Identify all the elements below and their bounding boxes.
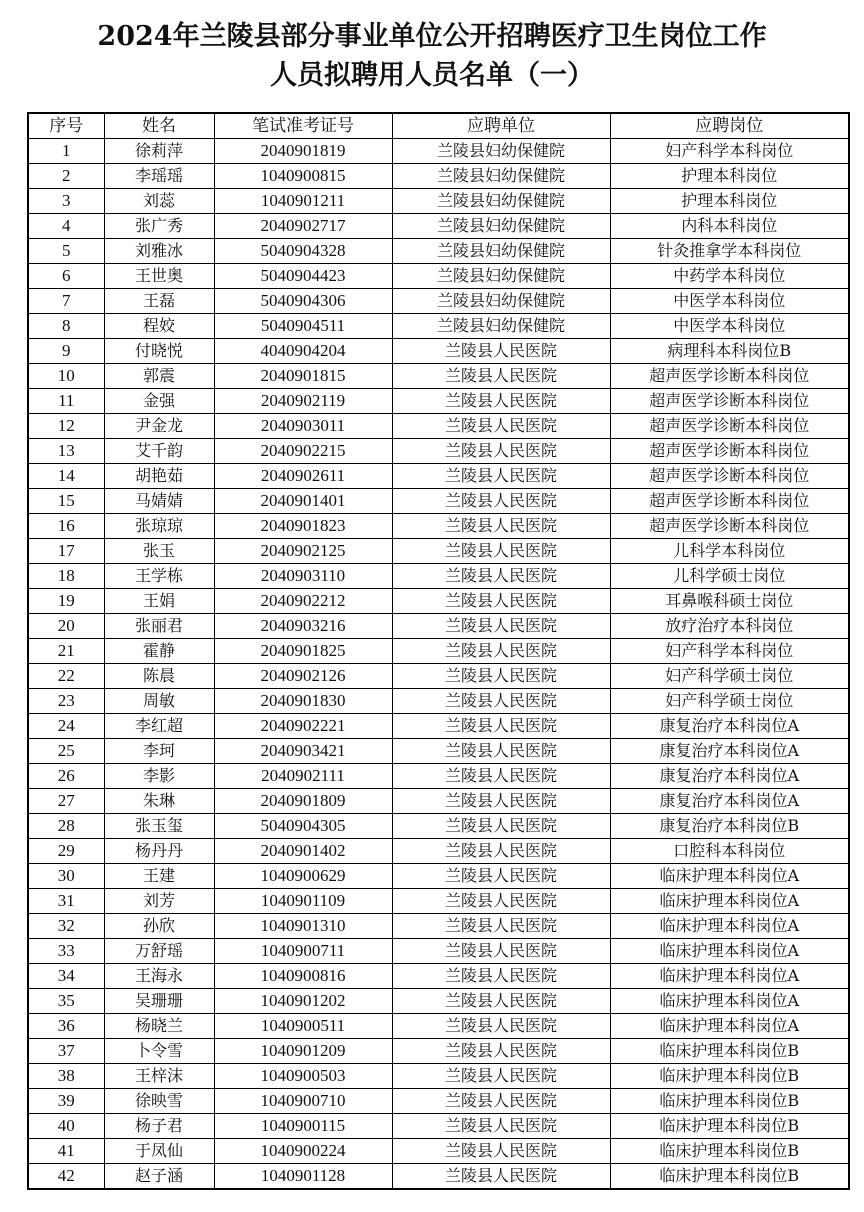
cell-position: 妇产科学硕士岗位 — [610, 664, 849, 689]
cell-exam-number: 2040902119 — [214, 389, 392, 414]
cell-exam-number: 5040904328 — [214, 239, 392, 264]
cell-position: 临床护理本科岗位A — [610, 939, 849, 964]
cell-index: 2 — [28, 164, 104, 189]
cell-unit: 兰陵县妇幼保健院 — [392, 264, 610, 289]
table-row — [28, 214, 849, 239]
cell-name: 陈晨 — [104, 664, 214, 689]
cell-unit: 兰陵县人民医院 — [392, 489, 610, 514]
cell-name: 王娟 — [104, 589, 214, 614]
cell-unit: 兰陵县人民医院 — [392, 839, 610, 864]
cell-position: 中药学本科岗位 — [610, 264, 849, 289]
cell-index: 27 — [28, 789, 104, 814]
cell-index: 12 — [28, 414, 104, 439]
cell-unit: 兰陵县人民医院 — [392, 664, 610, 689]
cell-index: 4 — [28, 214, 104, 239]
cell-exam-number: 1040900503 — [214, 1064, 392, 1089]
cell-exam-number: 2040903216 — [214, 614, 392, 639]
cell-position: 口腔科本科岗位 — [610, 839, 849, 864]
cell-exam-number: 5040904423 — [214, 264, 392, 289]
cell-index: 3 — [28, 189, 104, 214]
cell-position: 超声医学诊断本科岗位 — [610, 489, 849, 514]
cell-name: 张琼琼 — [104, 514, 214, 539]
table-row — [28, 889, 849, 914]
table-row — [28, 939, 849, 964]
cell-exam-number: 1040900115 — [214, 1114, 392, 1139]
cell-unit: 兰陵县妇幼保健院 — [392, 139, 610, 164]
cell-exam-number: 2040901830 — [214, 689, 392, 714]
cell-unit: 兰陵县人民医院 — [392, 1139, 610, 1164]
cell-index: 28 — [28, 814, 104, 839]
cell-unit: 兰陵县人民医院 — [392, 1164, 610, 1190]
cell-exam-number: 1040900629 — [214, 864, 392, 889]
cell-index: 8 — [28, 314, 104, 339]
cell-name: 张玉 — [104, 539, 214, 564]
cell-position: 妇产科学硕士岗位 — [610, 689, 849, 714]
cell-position: 超声医学诊断本科岗位 — [610, 439, 849, 464]
cell-name: 周敏 — [104, 689, 214, 714]
cell-name: 王世奥 — [104, 264, 214, 289]
cell-position: 临床护理本科岗位A — [610, 989, 849, 1014]
cell-unit: 兰陵县人民医院 — [392, 389, 610, 414]
cell-index: 1 — [28, 139, 104, 164]
cell-index: 38 — [28, 1064, 104, 1089]
cell-unit: 兰陵县人民医院 — [392, 689, 610, 714]
cell-exam-number: 2040902212 — [214, 589, 392, 614]
header-unit: 应聘单位 — [392, 113, 610, 139]
cell-index: 25 — [28, 739, 104, 764]
page-title-line-1: 2024年兰陵县部分事业单位公开招聘医疗卫生岗位工作 — [97, 21, 767, 52]
cell-index: 39 — [28, 1089, 104, 1114]
cell-name: 霍静 — [104, 639, 214, 664]
cell-unit: 兰陵县人民医院 — [392, 889, 610, 914]
cell-exam-number: 5040904511 — [214, 314, 392, 339]
cell-position: 临床护理本科岗位A — [610, 889, 849, 914]
table-row — [28, 864, 849, 889]
cell-exam-number: 2040902111 — [214, 764, 392, 789]
table-row — [28, 764, 849, 789]
cell-exam-number: 5040904305 — [214, 814, 392, 839]
cell-position: 临床护理本科岗位A — [610, 964, 849, 989]
cell-exam-number: 2040901402 — [214, 839, 392, 864]
table-row — [28, 514, 849, 539]
cell-unit: 兰陵县人民医院 — [392, 614, 610, 639]
table-row — [28, 964, 849, 989]
cell-name: 尹金龙 — [104, 414, 214, 439]
cell-index: 5 — [28, 239, 104, 264]
table-row — [28, 664, 849, 689]
table-row — [28, 164, 849, 189]
cell-position: 康复治疗本科岗位A — [610, 789, 849, 814]
cell-name: 吴珊珊 — [104, 989, 214, 1014]
table-row — [28, 1039, 849, 1064]
table-row — [28, 614, 849, 639]
cell-unit: 兰陵县妇幼保健院 — [392, 289, 610, 314]
cell-position: 康复治疗本科岗位B — [610, 814, 849, 839]
page-title-line-2: 人员拟聘用人员名单（一） — [270, 60, 594, 91]
cell-name: 卜令雪 — [104, 1039, 214, 1064]
table-row — [28, 1089, 849, 1114]
cell-unit: 兰陵县人民医院 — [392, 964, 610, 989]
cell-name: 杨丹丹 — [104, 839, 214, 864]
cell-exam-number: 1040900816 — [214, 964, 392, 989]
header-index: 序号 — [28, 113, 104, 139]
cell-index: 33 — [28, 939, 104, 964]
header-exam-number: 笔试准考证号 — [214, 113, 392, 139]
cell-exam-number: 2040903110 — [214, 564, 392, 589]
table-row — [28, 414, 849, 439]
cell-name: 杨子君 — [104, 1114, 214, 1139]
cell-exam-number: 2040902125 — [214, 539, 392, 564]
table-row — [28, 814, 849, 839]
cell-exam-number: 1040900511 — [214, 1014, 392, 1039]
table-row — [28, 639, 849, 664]
cell-name: 马婧婧 — [104, 489, 214, 514]
table-row — [28, 139, 849, 164]
cell-unit: 兰陵县人民医院 — [392, 1089, 610, 1114]
table-row — [28, 539, 849, 564]
cell-unit: 兰陵县人民医院 — [392, 539, 610, 564]
table-row — [28, 1014, 849, 1039]
cell-position: 针灸推拿学本科岗位 — [610, 239, 849, 264]
cell-name: 杨晓兰 — [104, 1014, 214, 1039]
cell-name: 郭震 — [104, 364, 214, 389]
cell-unit: 兰陵县人民医院 — [392, 939, 610, 964]
cell-position: 超声医学诊断本科岗位 — [610, 514, 849, 539]
cell-name: 刘雅冰 — [104, 239, 214, 264]
cell-index: 22 — [28, 664, 104, 689]
cell-unit: 兰陵县人民医院 — [392, 639, 610, 664]
cell-position: 超声医学诊断本科岗位 — [610, 464, 849, 489]
cell-position: 临床护理本科岗位B — [610, 1114, 849, 1139]
cell-name: 艾千韵 — [104, 439, 214, 464]
cell-unit: 兰陵县妇幼保健院 — [392, 214, 610, 239]
cell-index: 19 — [28, 589, 104, 614]
cell-unit: 兰陵县人民医院 — [392, 1064, 610, 1089]
table-row — [28, 714, 849, 739]
cell-name: 胡艳茹 — [104, 464, 214, 489]
cell-unit: 兰陵县人民医院 — [392, 1014, 610, 1039]
cell-position: 儿科学本科岗位 — [610, 539, 849, 564]
cell-index: 10 — [28, 364, 104, 389]
cell-index: 42 — [28, 1164, 104, 1190]
cell-name: 程姣 — [104, 314, 214, 339]
table-row — [28, 1139, 849, 1164]
cell-exam-number: 2040901809 — [214, 789, 392, 814]
cell-position: 中医学本科岗位 — [610, 314, 849, 339]
cell-unit: 兰陵县人民医院 — [392, 864, 610, 889]
cell-index: 13 — [28, 439, 104, 464]
table-header-row — [28, 113, 849, 139]
cell-index: 29 — [28, 839, 104, 864]
cell-unit: 兰陵县妇幼保健院 — [392, 189, 610, 214]
cell-index: 32 — [28, 914, 104, 939]
cell-index: 26 — [28, 764, 104, 789]
cell-exam-number: 1040901209 — [214, 1039, 392, 1064]
cell-unit: 兰陵县人民医院 — [392, 1114, 610, 1139]
table-row — [28, 989, 849, 1014]
cell-index: 34 — [28, 964, 104, 989]
cell-index: 23 — [28, 689, 104, 714]
cell-position: 超声医学诊断本科岗位 — [610, 364, 849, 389]
cell-unit: 兰陵县人民医院 — [392, 364, 610, 389]
header-name: 姓名 — [104, 113, 214, 139]
cell-exam-number: 2040902221 — [214, 714, 392, 739]
cell-name: 李瑶瑶 — [104, 164, 214, 189]
table-row — [28, 739, 849, 764]
table-row — [28, 364, 849, 389]
cell-position: 妇产科学本科岗位 — [610, 139, 849, 164]
table-row — [28, 339, 849, 364]
table-row — [28, 439, 849, 464]
cell-position: 临床护理本科岗位A — [610, 914, 849, 939]
cell-unit: 兰陵县妇幼保健院 — [392, 314, 610, 339]
cell-exam-number: 2040901815 — [214, 364, 392, 389]
cell-exam-number: 2040902717 — [214, 214, 392, 239]
cell-index: 21 — [28, 639, 104, 664]
cell-name: 李影 — [104, 764, 214, 789]
cell-exam-number: 2040903421 — [214, 739, 392, 764]
cell-name: 王学栋 — [104, 564, 214, 589]
cell-unit: 兰陵县人民医院 — [392, 464, 610, 489]
cell-position: 康复治疗本科岗位A — [610, 714, 849, 739]
cell-position: 中医学本科岗位 — [610, 289, 849, 314]
cell-exam-number: 2040901823 — [214, 514, 392, 539]
cell-name: 李珂 — [104, 739, 214, 764]
cell-exam-number: 2040902126 — [214, 664, 392, 689]
table-row — [28, 489, 849, 514]
cell-exam-number: 1040900815 — [214, 164, 392, 189]
cell-name: 赵子涵 — [104, 1164, 214, 1190]
cell-index: 41 — [28, 1139, 104, 1164]
cell-unit: 兰陵县妇幼保健院 — [392, 164, 610, 189]
table-row — [28, 689, 849, 714]
cell-unit: 兰陵县人民医院 — [392, 414, 610, 439]
cell-index: 11 — [28, 389, 104, 414]
cell-index: 14 — [28, 464, 104, 489]
cell-index: 20 — [28, 614, 104, 639]
table-row — [28, 1114, 849, 1139]
table-row — [28, 289, 849, 314]
cell-name: 王梓沫 — [104, 1064, 214, 1089]
table-row — [28, 189, 849, 214]
cell-index: 37 — [28, 1039, 104, 1064]
cell-exam-number: 2040902611 — [214, 464, 392, 489]
cell-exam-number: 2040903011 — [214, 414, 392, 439]
cell-position: 耳鼻喉科硕士岗位 — [610, 589, 849, 614]
cell-position: 临床护理本科岗位B — [610, 1139, 849, 1164]
cell-position: 超声医学诊断本科岗位 — [610, 414, 849, 439]
cell-exam-number: 2040901825 — [214, 639, 392, 664]
cell-exam-number: 1040901310 — [214, 914, 392, 939]
table-row — [28, 589, 849, 614]
cell-unit: 兰陵县人民医院 — [392, 989, 610, 1014]
cell-name: 徐莉萍 — [104, 139, 214, 164]
cell-unit: 兰陵县人民医院 — [392, 514, 610, 539]
cell-name: 张玉玺 — [104, 814, 214, 839]
cell-index: 30 — [28, 864, 104, 889]
cell-index: 7 — [28, 289, 104, 314]
cell-index: 9 — [28, 339, 104, 364]
table-row — [28, 264, 849, 289]
cell-name: 金强 — [104, 389, 214, 414]
cell-exam-number: 1040901109 — [214, 889, 392, 914]
table-row — [28, 239, 849, 264]
cell-unit: 兰陵县人民医院 — [392, 789, 610, 814]
cell-index: 40 — [28, 1114, 104, 1139]
cell-unit: 兰陵县人民医院 — [392, 764, 610, 789]
cell-exam-number: 2040902215 — [214, 439, 392, 464]
cell-exam-number: 1040900224 — [214, 1139, 392, 1164]
cell-index: 16 — [28, 514, 104, 539]
cell-unit: 兰陵县人民医院 — [392, 564, 610, 589]
cell-exam-number: 2040901401 — [214, 489, 392, 514]
cell-position: 康复治疗本科岗位A — [610, 764, 849, 789]
cell-name: 李红超 — [104, 714, 214, 739]
cell-unit: 兰陵县妇幼保健院 — [392, 239, 610, 264]
table-row — [28, 314, 849, 339]
cell-index: 31 — [28, 889, 104, 914]
cell-name: 刘芳 — [104, 889, 214, 914]
cell-index: 35 — [28, 989, 104, 1014]
cell-unit: 兰陵县人民医院 — [392, 339, 610, 364]
cell-name: 王磊 — [104, 289, 214, 314]
cell-position: 临床护理本科岗位B — [610, 1089, 849, 1114]
table-row — [28, 914, 849, 939]
cell-exam-number: 1040900710 — [214, 1089, 392, 1114]
cell-index: 17 — [28, 539, 104, 564]
cell-position: 临床护理本科岗位A — [610, 864, 849, 889]
table-row — [28, 839, 849, 864]
cell-name: 刘蕊 — [104, 189, 214, 214]
cell-unit: 兰陵县人民医院 — [392, 714, 610, 739]
table-body — [28, 139, 849, 1190]
cell-position: 康复治疗本科岗位A — [610, 739, 849, 764]
cell-position: 超声医学诊断本科岗位 — [610, 389, 849, 414]
cell-position: 临床护理本科岗位B — [610, 1039, 849, 1064]
cell-position: 临床护理本科岗位B — [610, 1064, 849, 1089]
cell-name: 张广秀 — [104, 214, 214, 239]
cell-index: 6 — [28, 264, 104, 289]
cell-exam-number: 1040900711 — [214, 939, 392, 964]
header-position: 应聘岗位 — [610, 113, 849, 139]
cell-exam-number: 1040901211 — [214, 189, 392, 214]
cell-index: 36 — [28, 1014, 104, 1039]
cell-unit: 兰陵县人民医院 — [392, 1039, 610, 1064]
cell-position: 儿科学硕士岗位 — [610, 564, 849, 589]
cell-index: 15 — [28, 489, 104, 514]
cell-unit: 兰陵县人民医院 — [392, 914, 610, 939]
cell-index: 24 — [28, 714, 104, 739]
hiring-table — [27, 112, 850, 1190]
cell-exam-number: 2040901819 — [214, 139, 392, 164]
cell-position: 妇产科学本科岗位 — [610, 639, 849, 664]
cell-position: 护理本科岗位 — [610, 189, 849, 214]
cell-exam-number: 1040901202 — [214, 989, 392, 1014]
cell-name: 王海永 — [104, 964, 214, 989]
cell-unit: 兰陵县人民医院 — [392, 589, 610, 614]
cell-unit: 兰陵县人民医院 — [392, 814, 610, 839]
cell-name: 于凤仙 — [104, 1139, 214, 1164]
cell-unit: 兰陵县人民医院 — [392, 739, 610, 764]
cell-position: 放疗治疗本科岗位 — [610, 614, 849, 639]
cell-position: 护理本科岗位 — [610, 164, 849, 189]
table-row — [28, 789, 849, 814]
cell-name: 万舒瑶 — [104, 939, 214, 964]
cell-name: 徐映雪 — [104, 1089, 214, 1114]
cell-exam-number: 1040901128 — [214, 1164, 392, 1190]
cell-position: 病理科本科岗位B — [610, 339, 849, 364]
cell-name: 王建 — [104, 864, 214, 889]
cell-index: 18 — [28, 564, 104, 589]
cell-name: 朱琳 — [104, 789, 214, 814]
cell-name: 张丽君 — [104, 614, 214, 639]
cell-name: 孙欣 — [104, 914, 214, 939]
cell-position: 内科本科岗位 — [610, 214, 849, 239]
cell-name: 付晓悦 — [104, 339, 214, 364]
table-row — [28, 1164, 849, 1190]
table-row — [28, 464, 849, 489]
table-row — [28, 1064, 849, 1089]
cell-exam-number: 4040904204 — [214, 339, 392, 364]
cell-exam-number: 5040904306 — [214, 289, 392, 314]
table-row — [28, 389, 849, 414]
cell-position: 临床护理本科岗位A — [610, 1014, 849, 1039]
cell-unit: 兰陵县人民医院 — [392, 439, 610, 464]
table-row — [28, 564, 849, 589]
cell-position: 临床护理本科岗位B — [610, 1164, 849, 1190]
